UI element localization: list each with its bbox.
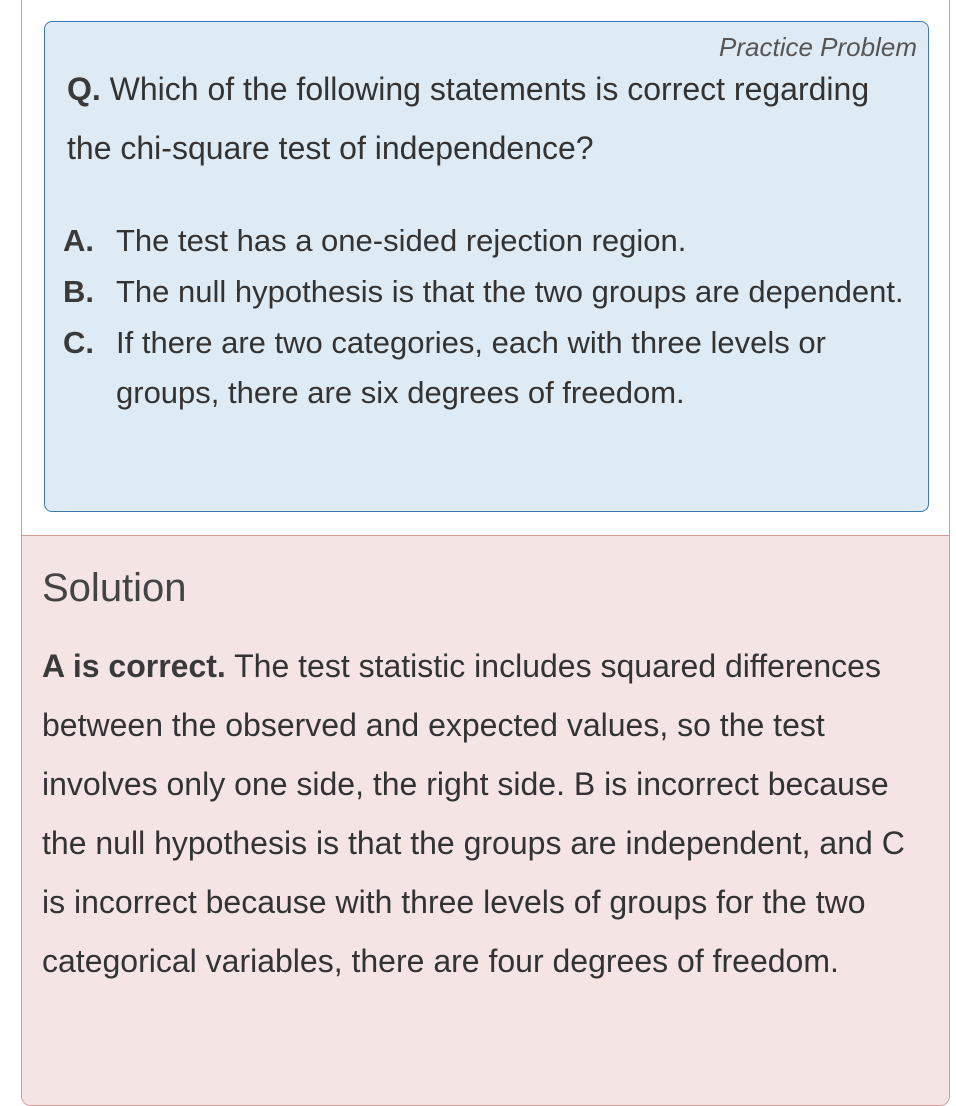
question-text: Which of the following statements is correct regarding the chi-square test of independence? <box>67 71 870 166</box>
option-letter: A. <box>63 223 94 258</box>
solution-section <box>22 535 949 1106</box>
problem-box <box>44 21 929 512</box>
option-c <box>63 318 913 418</box>
option-letter: B. <box>63 274 94 309</box>
question-marker: Q. <box>67 71 101 107</box>
solution-body <box>42 637 932 991</box>
question <box>67 60 897 178</box>
solution-title: Solution <box>42 566 187 610</box>
option-letter: C. <box>63 325 94 360</box>
practice-problem-card <box>21 0 950 1106</box>
option-a <box>63 216 913 266</box>
solution-text: The test statistic includes squared differences between the observed and expected values, so the test involves only one side, the right side. B is incorrect because the null hypothesis is that the groups are independent, and C is incorrect because with three levels of groups for the two categorical variables, there are four degrees of freedom. <box>42 648 905 979</box>
answer-options <box>63 216 913 419</box>
option-text: If there are two categories, each with three levels or groups, there are six degrees of freedom. <box>116 325 826 410</box>
option-text: The null hypothesis is that the two groups are dependent. <box>116 274 904 309</box>
practice-problem-label: Practice Problem <box>719 32 917 62</box>
solution-lead: A is correct. <box>42 648 226 684</box>
option-text: The test has a one-sided rejection region. <box>116 223 687 258</box>
option-b <box>63 267 913 317</box>
